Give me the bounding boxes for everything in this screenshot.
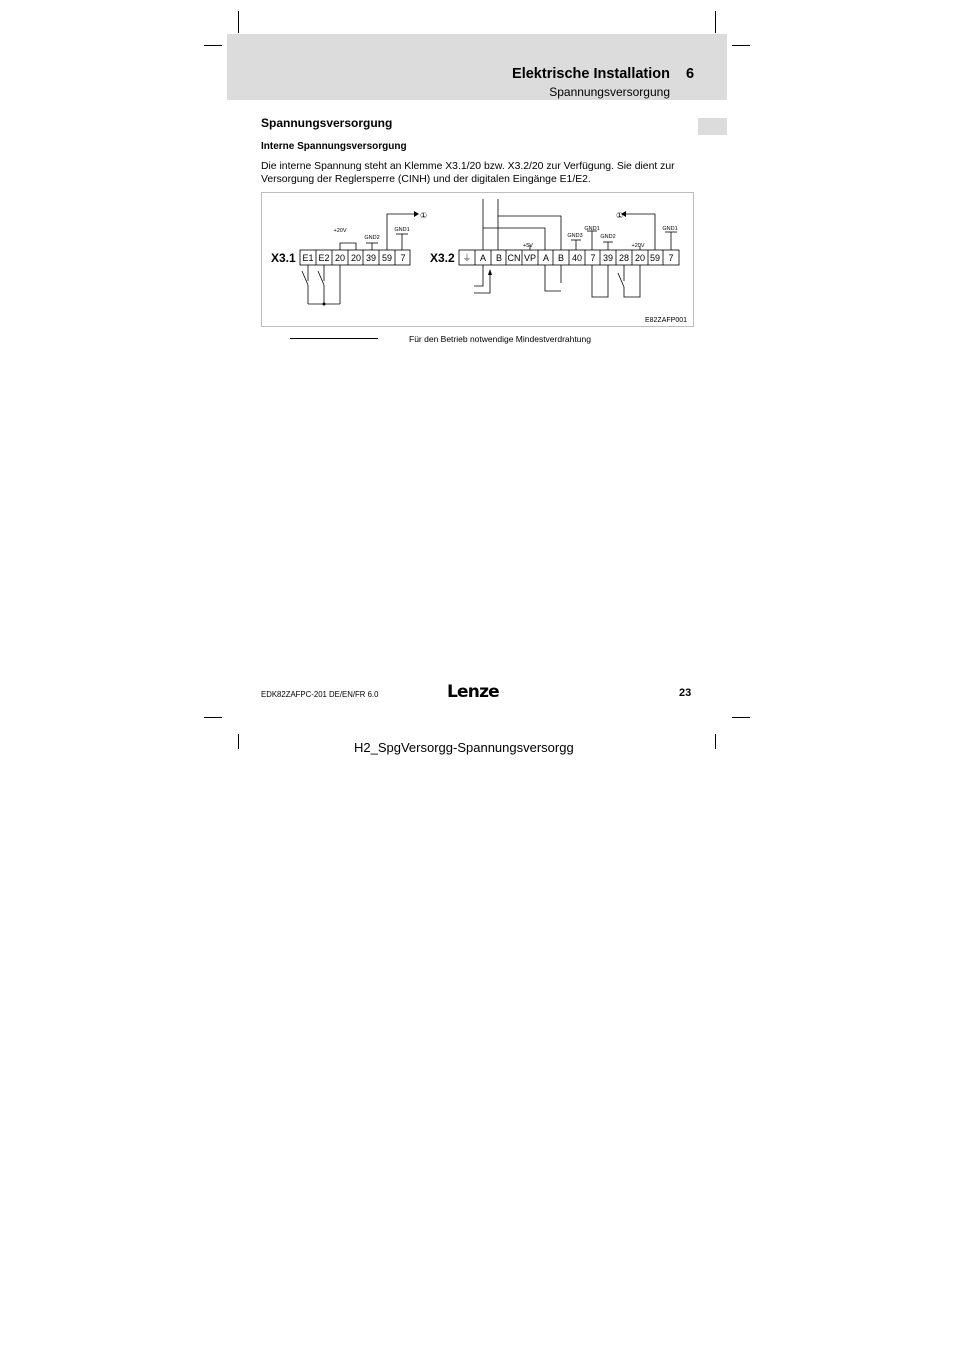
legend-text: Für den Betrieb notwendige Mindestverdrahtung [409,334,591,344]
x32-terminal: B [495,253,503,263]
x31-terminal: E1 [302,253,314,263]
figure-id: E82ZAFP001 [644,317,687,324]
crop-mark [715,11,716,33]
x32-terminal-earth-icon: ⏚ [462,253,472,263]
x31-terminal: 20 [350,253,362,263]
x31-terminal: 20 [334,253,346,263]
page-number: 23 [679,687,692,699]
wiring-diagram [261,192,694,327]
crop-mark [715,734,716,749]
section-heading: Spannungsversorgung [261,116,393,130]
x32-terminal: 20 [634,253,646,263]
x32-marker: ① [616,211,624,220]
x32-terminal: 28 [618,253,630,263]
x31-terminal: E2 [318,253,330,263]
x32-terminal: 39 [602,253,614,263]
x31-plus20v-label: +20V [333,228,347,234]
x32-gnd2-label: GND2 [600,234,616,240]
x32-terminal: 7 [590,253,596,263]
x32-terminal: 59 [649,253,661,263]
x32-gnd3-label: GND3 [567,233,583,239]
legend-line-sample [290,338,378,339]
x32-gnd1-label: GND1 [584,226,600,232]
x32-terminal: 40 [571,253,583,263]
x31-marker: ① [420,211,428,220]
crop-mark [238,11,239,33]
x31-terminal: 39 [365,253,377,263]
crop-mark [238,734,239,749]
x32-terminal: B [557,253,565,263]
crop-mark [204,717,222,718]
crop-mark [204,45,222,46]
chapter-subtitle: Spannungsversorgung [549,85,670,99]
chapter-number: 6 [686,66,695,82]
x32-gnd1-label: GND1 [662,226,678,232]
x31-gnd1-label: GND1 [394,227,410,233]
x31-terminal: 7 [400,253,406,263]
x32-terminal: A [479,253,487,263]
crop-mark [732,45,750,46]
x32-label: X3.2 [430,251,455,265]
x31-gnd2-label: GND2 [364,235,380,241]
document-code: EDK82ZAFPC-201 DE/EN/FR 6.0 [261,690,379,699]
x31-terminal: 59 [381,253,393,263]
crop-mark [732,717,750,718]
x32-terminal: VP [523,253,537,263]
side-tab [698,118,727,135]
x31-label: X3.1 [271,251,296,265]
chapter-title: Elektrische Installation [512,66,670,82]
lenze-logo [436,678,516,702]
x32-terminal: A [542,253,550,263]
subsection-heading: Interne Spannungsversorgung [261,141,407,152]
x32-terminal: CN [507,253,521,263]
x32-plus20v-label: +20V [631,243,645,249]
x32-plus5v-label: +5V [523,243,533,249]
svg-text:Lenze: Lenze [447,682,499,702]
body-paragraph: Die interne Spannung steht an Klemme X3.1/20 bzw. X3.2/20 zur Verfügung. Sie dient zur Versorgung der Reglersperre (CINH) und der digitalen Eingänge E1/E2. [261,161,675,185]
x32-terminal: 7 [668,253,674,263]
document-caption: H2_SpgVersorgg-Spannungsversorgg [354,740,574,755]
